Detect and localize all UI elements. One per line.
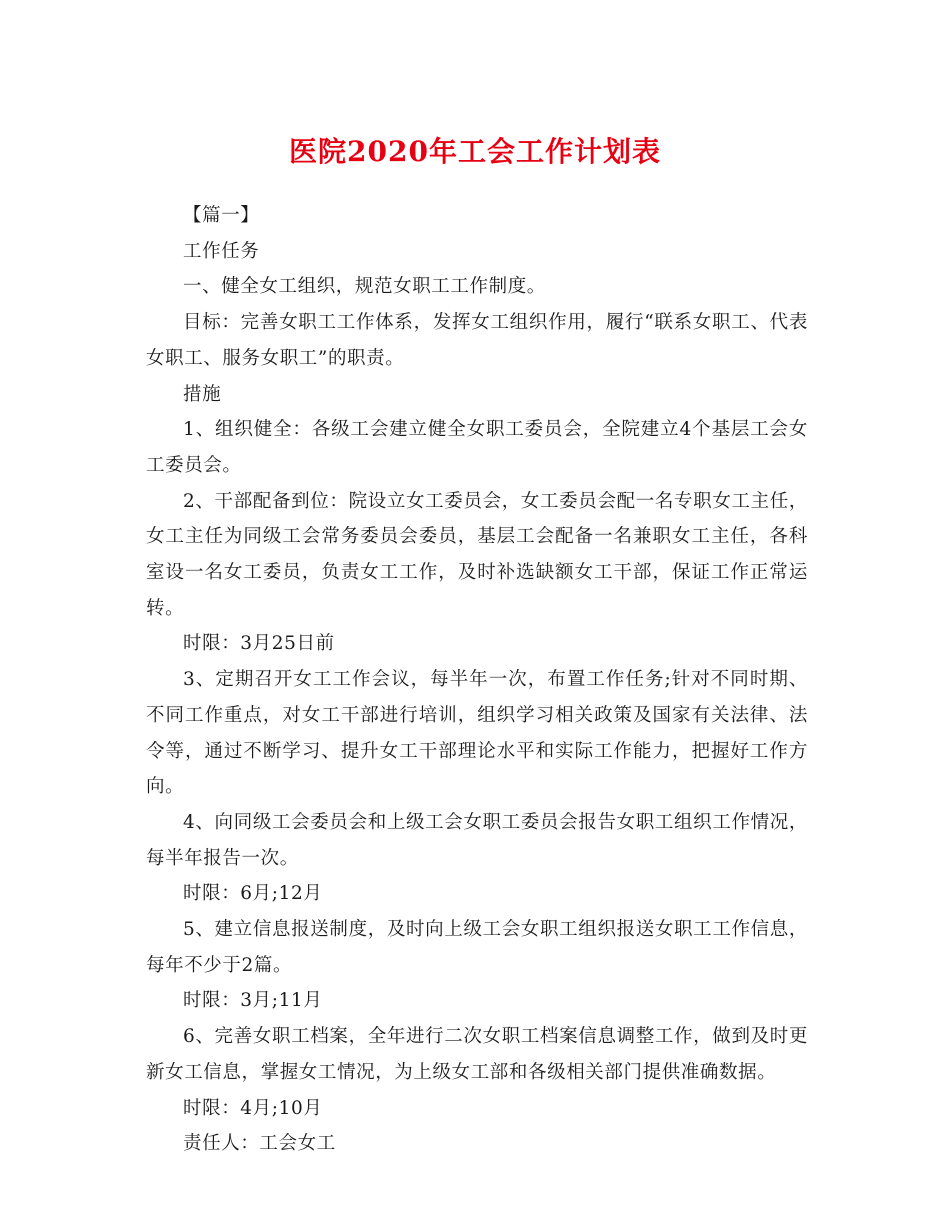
- paragraph-deadline-2: 时限：6月;12月: [183, 883, 323, 905]
- paragraph-measure-2: 2、干部配备到位：院设立女工委员会，女工委员会配一名专职女工主任，女工主任为同级工会常务委员会委员，基层工会配备一名兼职女工主任，各科室设一名女工委员，负责女工工作，及时补选缺额女工干部，保证工作正常运转。: [146, 490, 808, 619]
- document-body: [146, 198, 808, 1162]
- paragraph-deadline-3: 时限：3月;11月: [183, 990, 323, 1012]
- paragraph-goal: 目标：完善女职工工作体系，发挥女工组织作用，履行“联系女职工、代表女职工、服务女职工”的职责。: [146, 312, 808, 369]
- paragraph-measure-3: 3、定期召开女工工作会议，每半年一次，布置工作任务;针对不同时期、不同工作重点，对女工干部进行培训，组织学习相关政策及国家有关法律、法令等，通过不断学习、提升女工干部理论水平和实际工作能力，把握好工作方向。: [146, 669, 808, 798]
- document-title: 医院2020年工会工作计划表: [289, 135, 661, 168]
- paragraph-responsible: 责任人：工会女工: [183, 1133, 336, 1155]
- paragraph-measure-5: 5、建立信息报送制度，及时向上级工会女职工组织报送女职工工作信息，每年不少于2篇。: [146, 919, 808, 976]
- paragraph-measures: 措施: [183, 383, 222, 405]
- paragraph-measure-1: 1、组织健全：各级工会建立健全女职工委员会，全院建立4个基层工会女工委员会。: [146, 419, 808, 476]
- paragraph-measure-4: 4、向同级工会委员会和上级工会女职工委员会报告女职工组织工作情况，每半年报告一次。: [146, 811, 808, 869]
- paragraph-item-1: 一、健全女工组织，规范女职工工作制度。: [183, 276, 546, 298]
- paragraph-deadline-4: 时限：4月;10月: [183, 1097, 323, 1119]
- section-heading: 【篇一】: [183, 205, 260, 226]
- paragraph-deadline-1: 时限：3月25日前: [183, 633, 335, 655]
- paragraph-work-tasks: 工作任务: [183, 240, 260, 262]
- paragraph-measure-6: 6、完善女职工档案，全年进行二次女职工档案信息调整工作，做到及时更新女工信息，掌握女工情况，为上级女工部和各级相关部门提供准确数据。: [146, 1026, 808, 1083]
